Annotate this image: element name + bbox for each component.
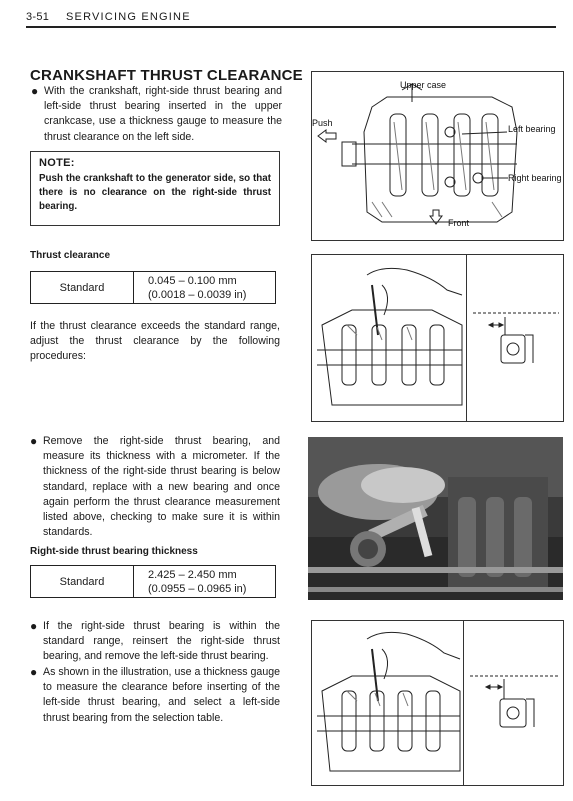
label-left-bearing: Left bearing xyxy=(508,124,556,134)
section-title: CRANKSHAFT THRUST CLEARANCE xyxy=(30,67,303,84)
bullet-dot: ● xyxy=(30,434,38,448)
clearance-detail-svg xyxy=(467,255,564,422)
bearing-thickness-heading: Right-side thrust bearing thickness xyxy=(30,546,198,557)
bullet-dot: ● xyxy=(30,619,38,633)
shown-bullet xyxy=(30,665,280,726)
left-bearing-gauge-drawing xyxy=(311,620,464,786)
within-bullet xyxy=(30,619,280,665)
bearing-thickness-value xyxy=(134,566,275,597)
page-header-title: SERVICING ENGINE xyxy=(66,11,191,23)
thrust-clearance-label: Standard xyxy=(31,272,134,303)
label-push: Push xyxy=(312,118,333,128)
thrust-clearance-in: (0.0018 – 0.0039 in) xyxy=(148,288,247,301)
shown-text: As shown in the illustration, use a thickness gauge to measure the clearance before inserting of the left-side thrust bearing, and select a left-side thrust bearing from the selection table. xyxy=(43,666,280,724)
thickness-gauge-drawing xyxy=(311,254,468,422)
label-upper-case: Upper case xyxy=(400,80,447,90)
remove-text: Remove the right-side thrust bearing, and measure its thickness with a micrometer. If the thickness of the right-side thrust bearing is below standard, replace with a new bearing and once again perform the thrust clearance measurement listed above, checking to make sure it is within standards. xyxy=(43,435,280,539)
left-clearance-detail xyxy=(463,620,564,786)
page-number: 3-51 xyxy=(26,11,50,23)
left-bearing-gauge-svg xyxy=(312,621,464,786)
thrust-clearance-value xyxy=(134,272,275,303)
bearing-thickness-label: Standard xyxy=(31,566,134,597)
label-front: Front xyxy=(448,218,470,228)
left-clearance-detail-svg xyxy=(464,621,564,786)
page-header xyxy=(26,8,556,28)
remove-bullet xyxy=(30,434,280,540)
intro-bullet xyxy=(31,84,282,145)
clearance-detail xyxy=(466,254,564,422)
note-body: Push the crankshaft to the generator side, so that there is no clearance on the right-side thrust bearing. xyxy=(39,173,271,212)
micrometer-photo xyxy=(308,437,563,600)
exceed-paragraph: If the thrust clearance exceeds the standard range, adjust the thrust clearance by the following procedures: xyxy=(30,320,280,363)
thrust-clearance-heading: Thrust clearance xyxy=(30,250,111,261)
micrometer-photo-svg xyxy=(308,437,563,600)
thrust-clearance-mm: 0.045 – 0.100 mm xyxy=(148,274,237,287)
thickness-gauge-svg xyxy=(312,255,468,422)
bullet-dot: ● xyxy=(31,84,39,98)
label-right-bearing: Right bearing xyxy=(508,173,562,183)
crankshaft-drawing xyxy=(312,72,564,241)
thrust-clearance-table xyxy=(30,271,276,304)
within-text: If the right-side thrust bearing is within the standard range, reinsert the right-side thrust bearing, and remove the left-side thrust bearing. xyxy=(43,620,280,663)
bearing-thickness-in: (0.0955 – 0.0965 in) xyxy=(148,582,247,595)
intro-text: With the crankshaft, right-side thrust bearing and left-side thrust bearing inserted in the upper crankcase, use a thickness gauge to measure the thrust clearance on the left side. xyxy=(44,85,282,143)
bearing-thickness-mm: 2.425 – 2.450 mm xyxy=(148,568,237,581)
bullet-dot: ● xyxy=(30,665,38,679)
note-box xyxy=(30,151,280,226)
bearing-thickness-table xyxy=(30,565,276,598)
note-title: NOTE: xyxy=(39,157,75,169)
crankshaft-diagram xyxy=(311,71,564,241)
